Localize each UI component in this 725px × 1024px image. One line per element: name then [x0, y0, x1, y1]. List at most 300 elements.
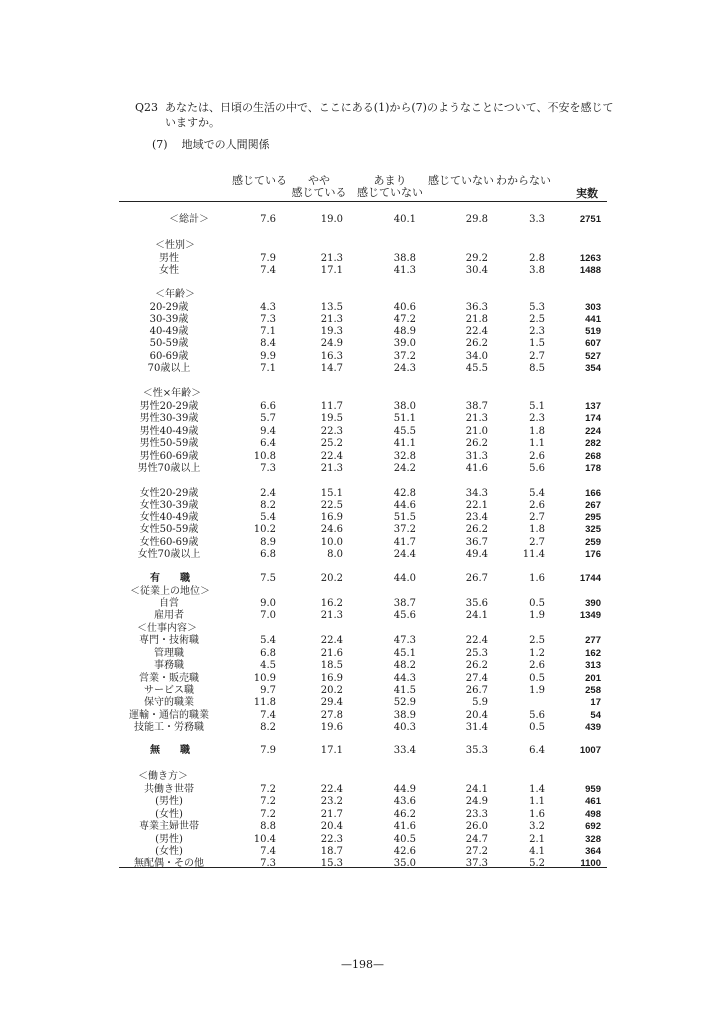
row-label: ＜性×年齢＞ — [142, 388, 202, 399]
cell-3: 46.2 — [393, 809, 416, 820]
cell-1: 7.3 — [260, 463, 276, 474]
table-row — [0, 289, 725, 300]
cell-5: 2.6 — [529, 500, 545, 511]
cell-6: 1744 — [579, 573, 601, 584]
row-label: 有 職 — [150, 573, 190, 584]
cell-3: 41.3 — [393, 265, 416, 276]
table-row — [0, 537, 725, 548]
column-header-1: 感じている — [232, 174, 287, 187]
cell-2: 16.9 — [320, 512, 343, 523]
cell-4: 22.4 — [465, 326, 488, 337]
table-row — [0, 710, 725, 721]
cell-1: 5.4 — [260, 512, 276, 523]
cell-6: 354 — [585, 363, 601, 374]
cell-5: 1.1 — [529, 796, 545, 807]
column-header-4: 感じていない — [428, 174, 494, 187]
cell-2: 19.5 — [320, 413, 343, 424]
cell-1: 11.8 — [253, 697, 276, 708]
cell-2: 10.0 — [320, 537, 343, 548]
cell-2: 24.9 — [320, 338, 343, 349]
cell-6: 441 — [585, 314, 601, 325]
row-label: 女性20-29歳 — [139, 488, 199, 499]
table-row — [0, 363, 725, 374]
cell-3: 41.1 — [393, 438, 416, 449]
cell-1: 8.2 — [260, 500, 276, 511]
cell-5: 8.5 — [529, 363, 545, 374]
cell-5: 2.6 — [529, 451, 545, 462]
cell-1: 4.3 — [260, 302, 276, 313]
cell-1: 7.4 — [260, 710, 276, 721]
cell-5: 5.3 — [529, 302, 545, 313]
cell-2: 16.9 — [320, 673, 343, 684]
cell-2: 21.7 — [320, 809, 343, 820]
cell-5: 0.5 — [529, 598, 545, 609]
row-label: 男性 — [159, 253, 179, 264]
cell-3: 39.0 — [393, 338, 416, 349]
cell-6: 498 — [585, 809, 601, 820]
cell-2: 16.2 — [320, 598, 343, 609]
cell-4: 26.2 — [465, 338, 488, 349]
cell-6: 1100 — [580, 858, 601, 869]
cell-5: 1.2 — [529, 648, 545, 659]
cell-4: 26.0 — [465, 821, 488, 832]
table-row — [0, 338, 725, 349]
table-row — [0, 500, 725, 511]
cell-1: 8.4 — [260, 338, 276, 349]
row-label: 運輸・通信的職業 — [129, 710, 209, 721]
column-header-3: あまり 感じていない — [357, 174, 423, 199]
cell-4: 21.8 — [465, 314, 488, 325]
table-row — [0, 253, 725, 264]
cell-5: 4.1 — [529, 846, 545, 857]
sub-question-title: 地域での人間関係 — [181, 138, 270, 151]
cell-2: 18.5 — [320, 660, 343, 671]
cell-2: 20.2 — [320, 573, 343, 584]
column-header-5: わからない — [496, 174, 551, 187]
cell-3: 24.2 — [393, 463, 416, 474]
cell-4: 41.6 — [465, 463, 488, 474]
cell-2: 20.2 — [320, 685, 343, 696]
cell-5: 5.6 — [529, 710, 545, 721]
cell-6: 137 — [585, 401, 601, 412]
table-row — [0, 326, 725, 337]
cell-6: 328 — [585, 834, 601, 845]
cell-1: 2.4 — [260, 488, 276, 499]
cell-5: 1.4 — [529, 784, 545, 795]
cell-3: 24.4 — [393, 549, 416, 560]
column-header-2: やや 感じている — [291, 174, 347, 199]
cell-3: 42.8 — [393, 488, 416, 499]
cell-5: 1.9 — [529, 685, 545, 696]
cell-5: 3.8 — [529, 265, 545, 276]
row-label: 管理職 — [154, 648, 184, 659]
cell-2: 23.2 — [320, 796, 343, 807]
cell-3: 40.5 — [393, 834, 416, 845]
cell-5: 1.6 — [529, 809, 545, 820]
cell-6: 295 — [585, 512, 601, 523]
cell-1: 7.4 — [260, 846, 276, 857]
cell-2: 22.5 — [320, 500, 343, 511]
cell-4: 25.3 — [465, 648, 488, 659]
cell-4: 38.7 — [465, 401, 488, 412]
cell-2: 22.4 — [320, 451, 343, 462]
cell-2: 16.3 — [320, 351, 343, 362]
column-header-6: 実数 — [576, 187, 598, 200]
cell-1: 5.4 — [260, 635, 276, 646]
table-row — [0, 598, 725, 609]
table-row — [0, 771, 725, 782]
table-row — [0, 722, 725, 733]
table-row — [0, 660, 725, 671]
cell-3: 32.8 — [393, 451, 416, 462]
cell-4: 31.3 — [465, 451, 488, 462]
cell-2: 22.4 — [320, 635, 343, 646]
cell-6: 277 — [585, 635, 601, 646]
cell-3: 40.3 — [393, 722, 416, 733]
table-row — [0, 214, 725, 225]
row-label: 雇用者 — [154, 610, 184, 621]
cell-4: 24.1 — [465, 610, 488, 621]
cell-3: 48.9 — [393, 326, 416, 337]
cell-5: 2.7 — [529, 537, 545, 548]
cell-2: 21.6 — [320, 648, 343, 659]
cell-5: 1.6 — [529, 573, 545, 584]
cell-5: 5.2 — [529, 858, 545, 869]
cell-6: 201 — [585, 673, 601, 684]
cell-5: 5.1 — [529, 401, 545, 412]
cell-3: 41.5 — [393, 685, 416, 696]
cell-2: 19.3 — [320, 326, 343, 337]
row-label: 専業主婦世帯 — [139, 821, 199, 832]
table-row — [0, 401, 725, 412]
page-number: —198— — [341, 958, 384, 971]
row-label: ＜従業上の地位＞ — [130, 586, 210, 597]
row-label: 男性20-29歳 — [139, 401, 199, 412]
cell-3: 44.6 — [393, 500, 416, 511]
cell-4: 24.7 — [465, 834, 488, 845]
cell-6: 259 — [585, 537, 601, 548]
cell-3: 45.5 — [393, 426, 416, 437]
cell-1: 4.5 — [260, 660, 276, 671]
cell-2: 20.4 — [320, 821, 343, 832]
cell-1: 9.9 — [260, 351, 276, 362]
cell-1: 7.3 — [260, 314, 276, 325]
cell-5: 2.5 — [529, 635, 545, 646]
cell-2: 8.0 — [327, 549, 343, 560]
row-label: 共働き世帯 — [144, 784, 194, 795]
row-label: 60-69歳 — [149, 351, 189, 362]
cell-6: 1263 — [579, 253, 601, 264]
cell-5: 11.4 — [522, 549, 545, 560]
cell-1: 7.2 — [260, 796, 276, 807]
cell-6: 268 — [585, 451, 601, 462]
row-label: ＜総計＞ — [169, 214, 209, 225]
table-row — [0, 512, 725, 523]
cell-2: 25.2 — [320, 438, 343, 449]
cell-6: 303 — [585, 302, 601, 313]
cell-2: 22.3 — [320, 426, 343, 437]
cell-6: 390 — [585, 598, 601, 609]
cell-1: 8.8 — [260, 821, 276, 832]
cell-4: 22.1 — [465, 500, 488, 511]
cell-5: 1.8 — [529, 524, 545, 535]
cell-1: 7.6 — [260, 214, 276, 225]
cell-5: 1.9 — [529, 610, 545, 621]
cell-4: 23.3 — [465, 809, 488, 820]
cell-6: 461 — [585, 796, 601, 807]
cell-6: 692 — [585, 821, 601, 832]
cell-2: 13.5 — [320, 302, 343, 313]
cell-3: 52.9 — [393, 697, 416, 708]
cell-5: 1.8 — [529, 426, 545, 437]
cell-3: 44.9 — [393, 784, 416, 795]
cell-3: 51.5 — [393, 512, 416, 523]
cell-3: 47.2 — [393, 314, 416, 325]
cell-6: 519 — [585, 326, 601, 337]
cell-2: 15.3 — [320, 858, 343, 869]
cell-1: 7.9 — [260, 745, 276, 756]
cell-2: 21.3 — [320, 610, 343, 621]
cell-5: 1.1 — [529, 438, 545, 449]
row-label: 保守的職業 — [144, 697, 194, 708]
cell-6: 282 — [585, 438, 601, 449]
cell-4: 49.4 — [465, 549, 488, 560]
cell-3: 40.1 — [393, 214, 416, 225]
cell-5: 0.5 — [529, 673, 545, 684]
cell-4: 27.4 — [465, 673, 488, 684]
table-row — [0, 573, 725, 584]
cell-6: 325 — [585, 524, 601, 535]
table-row — [0, 524, 725, 535]
cell-4: 35.3 — [465, 745, 488, 756]
table-row — [0, 240, 725, 251]
cell-6: 178 — [585, 463, 601, 474]
table-row — [0, 648, 725, 659]
table-row — [0, 438, 725, 449]
table-row — [0, 413, 725, 424]
cell-3: 35.0 — [393, 858, 416, 869]
cell-4: 5.9 — [472, 697, 488, 708]
row-label: ＜性別＞ — [155, 240, 195, 251]
cell-5: 3.3 — [529, 214, 545, 225]
cell-3: 45.6 — [393, 610, 416, 621]
table-row — [0, 796, 725, 807]
cell-4: 34.0 — [465, 351, 488, 362]
cell-6: 364 — [585, 846, 601, 857]
cell-6: 176 — [585, 549, 601, 560]
cell-6: 1488 — [579, 265, 601, 276]
table-bottom-rule — [119, 867, 607, 868]
row-label: 男性50-59歳 — [139, 438, 199, 449]
row-label: サービス職 — [144, 685, 194, 696]
cell-1: 7.9 — [260, 253, 276, 264]
cell-6: 527 — [585, 351, 601, 362]
cell-4: 20.4 — [465, 710, 488, 721]
row-label: 自営 — [159, 598, 179, 609]
row-label: (男性) — [155, 796, 183, 807]
cell-3: 51.1 — [393, 413, 416, 424]
row-label: 女性30-39歳 — [139, 500, 199, 511]
row-label: 70歳以上 — [147, 363, 191, 374]
cell-2: 24.6 — [320, 524, 343, 535]
table-row — [0, 351, 725, 362]
cell-1: 10.4 — [253, 834, 276, 845]
cell-4: 30.4 — [465, 265, 488, 276]
row-label: 営業・販売職 — [139, 673, 199, 684]
cell-6: 607 — [585, 338, 601, 349]
cell-3: 44.0 — [393, 573, 416, 584]
cell-4: 22.4 — [465, 635, 488, 646]
row-label: 事務職 — [154, 660, 184, 671]
table-row — [0, 265, 725, 276]
cell-5: 2.3 — [529, 413, 545, 424]
cell-3: 48.2 — [393, 660, 416, 671]
cell-2: 15.1 — [320, 488, 343, 499]
cell-1: 9.0 — [260, 598, 276, 609]
row-label: 男性60-69歳 — [139, 451, 199, 462]
cell-2: 11.7 — [320, 401, 343, 412]
row-label: 50-59歳 — [149, 338, 189, 349]
cell-6: 54 — [590, 710, 601, 721]
cell-2: 17.1 — [320, 265, 343, 276]
row-label: 男性30-39歳 — [139, 413, 199, 424]
cell-5: 6.4 — [529, 745, 545, 756]
row-label: 女性60-69歳 — [139, 537, 199, 548]
cell-6: 313 — [585, 660, 601, 671]
table-row — [0, 314, 725, 325]
table-row — [0, 635, 725, 646]
cell-4: 27.2 — [465, 846, 488, 857]
cell-1: 6.6 — [260, 401, 276, 412]
cell-3: 24.3 — [393, 363, 416, 374]
cell-2: 18.7 — [320, 846, 343, 857]
cell-3: 40.6 — [393, 302, 416, 313]
cell-4: 26.2 — [465, 660, 488, 671]
table-row — [0, 302, 725, 313]
cell-4: 23.4 — [465, 512, 488, 523]
row-label: 女性 — [159, 265, 179, 276]
cell-3: 38.9 — [393, 710, 416, 721]
cell-1: 6.4 — [260, 438, 276, 449]
cell-2: 22.4 — [320, 784, 343, 795]
cell-5: 1.5 — [529, 338, 545, 349]
cell-3: 41.6 — [393, 821, 416, 832]
cell-1: 7.2 — [260, 809, 276, 820]
row-label: 女性40-49歳 — [139, 512, 199, 523]
cell-4: 26.2 — [465, 524, 488, 535]
table-row — [0, 388, 725, 399]
table-row — [0, 821, 725, 832]
row-label: 20-29歳 — [149, 302, 189, 313]
row-label: 女性70歳以上 — [137, 549, 201, 560]
cell-6: 224 — [585, 426, 601, 437]
cell-1: 6.8 — [260, 549, 276, 560]
cell-5: 5.4 — [529, 488, 545, 499]
cell-1: 10.2 — [253, 524, 276, 535]
cell-1: 7.0 — [260, 610, 276, 621]
cell-6: 439 — [585, 722, 601, 733]
cell-6: 17 — [590, 697, 601, 708]
cell-4: 31.4 — [465, 722, 488, 733]
cell-4: 21.0 — [465, 426, 488, 437]
cell-1: 9.4 — [260, 426, 276, 437]
cell-2: 19.0 — [320, 214, 343, 225]
cell-1: 10.8 — [253, 451, 276, 462]
table-row — [0, 488, 725, 499]
table-row — [0, 451, 725, 462]
cell-4: 37.3 — [465, 858, 488, 869]
row-label: (男性) — [155, 834, 183, 845]
question-text: あなたは、日頃の生活の中で、ここにある(1)から(7)のようなことについて、不安を感じていますか。 — [165, 101, 614, 129]
cell-2: 14.7 — [320, 363, 343, 374]
cell-4: 26.7 — [465, 573, 488, 584]
cell-2: 22.3 — [320, 834, 343, 845]
cell-2: 27.8 — [320, 710, 343, 721]
row-label: 男性40-49歳 — [139, 426, 199, 437]
table-row — [0, 586, 725, 597]
cell-2: 21.3 — [320, 253, 343, 264]
cell-1: 7.1 — [260, 326, 276, 337]
cell-5: 0.5 — [529, 722, 545, 733]
cell-1: 7.2 — [260, 784, 276, 795]
cell-5: 2.5 — [529, 314, 545, 325]
table-row — [0, 549, 725, 560]
cell-4: 29.8 — [465, 214, 488, 225]
cell-3: 38.7 — [393, 598, 416, 609]
row-label: 専門・技術職 — [139, 635, 199, 646]
table-row — [0, 745, 725, 756]
cell-5: 5.6 — [529, 463, 545, 474]
cell-2: 21.3 — [320, 463, 343, 474]
cell-4: 24.1 — [465, 784, 488, 795]
cell-6: 2751 — [579, 214, 601, 225]
cell-1: 9.7 — [260, 685, 276, 696]
cell-6: 258 — [585, 685, 601, 696]
cell-4: 45.5 — [465, 363, 488, 374]
cell-4: 24.9 — [465, 796, 488, 807]
cell-3: 37.2 — [393, 524, 416, 535]
cell-5: 2.3 — [529, 326, 545, 337]
cell-3: 38.0 — [393, 401, 416, 412]
row-label: (女性) — [155, 846, 183, 857]
cell-1: 8.9 — [260, 537, 276, 548]
table-row — [0, 610, 725, 621]
cell-1: 7.3 — [260, 858, 276, 869]
cell-1: 10.9 — [253, 673, 276, 684]
cell-2: 17.1 — [320, 745, 343, 756]
table-row — [0, 673, 725, 684]
cell-6: 959 — [585, 784, 601, 795]
cell-4: 36.7 — [465, 537, 488, 548]
cell-1: 6.8 — [260, 648, 276, 659]
cell-5: 2.8 — [529, 253, 545, 264]
cell-5: 2.7 — [529, 351, 545, 362]
cell-1: 7.4 — [260, 265, 276, 276]
row-label: ＜仕事内容＞ — [137, 623, 197, 634]
cell-5: 2.7 — [529, 512, 545, 523]
cell-3: 37.2 — [393, 351, 416, 362]
row-label: 40-49歳 — [149, 326, 189, 337]
cell-3: 33.4 — [393, 745, 416, 756]
cell-1: 8.2 — [260, 722, 276, 733]
cell-4: 21.3 — [465, 413, 488, 424]
cell-5: 2.1 — [529, 834, 545, 845]
cell-2: 21.3 — [320, 314, 343, 325]
cell-5: 2.6 — [529, 660, 545, 671]
table-row — [0, 623, 725, 634]
cell-2: 29.4 — [320, 697, 343, 708]
table-row — [0, 834, 725, 845]
